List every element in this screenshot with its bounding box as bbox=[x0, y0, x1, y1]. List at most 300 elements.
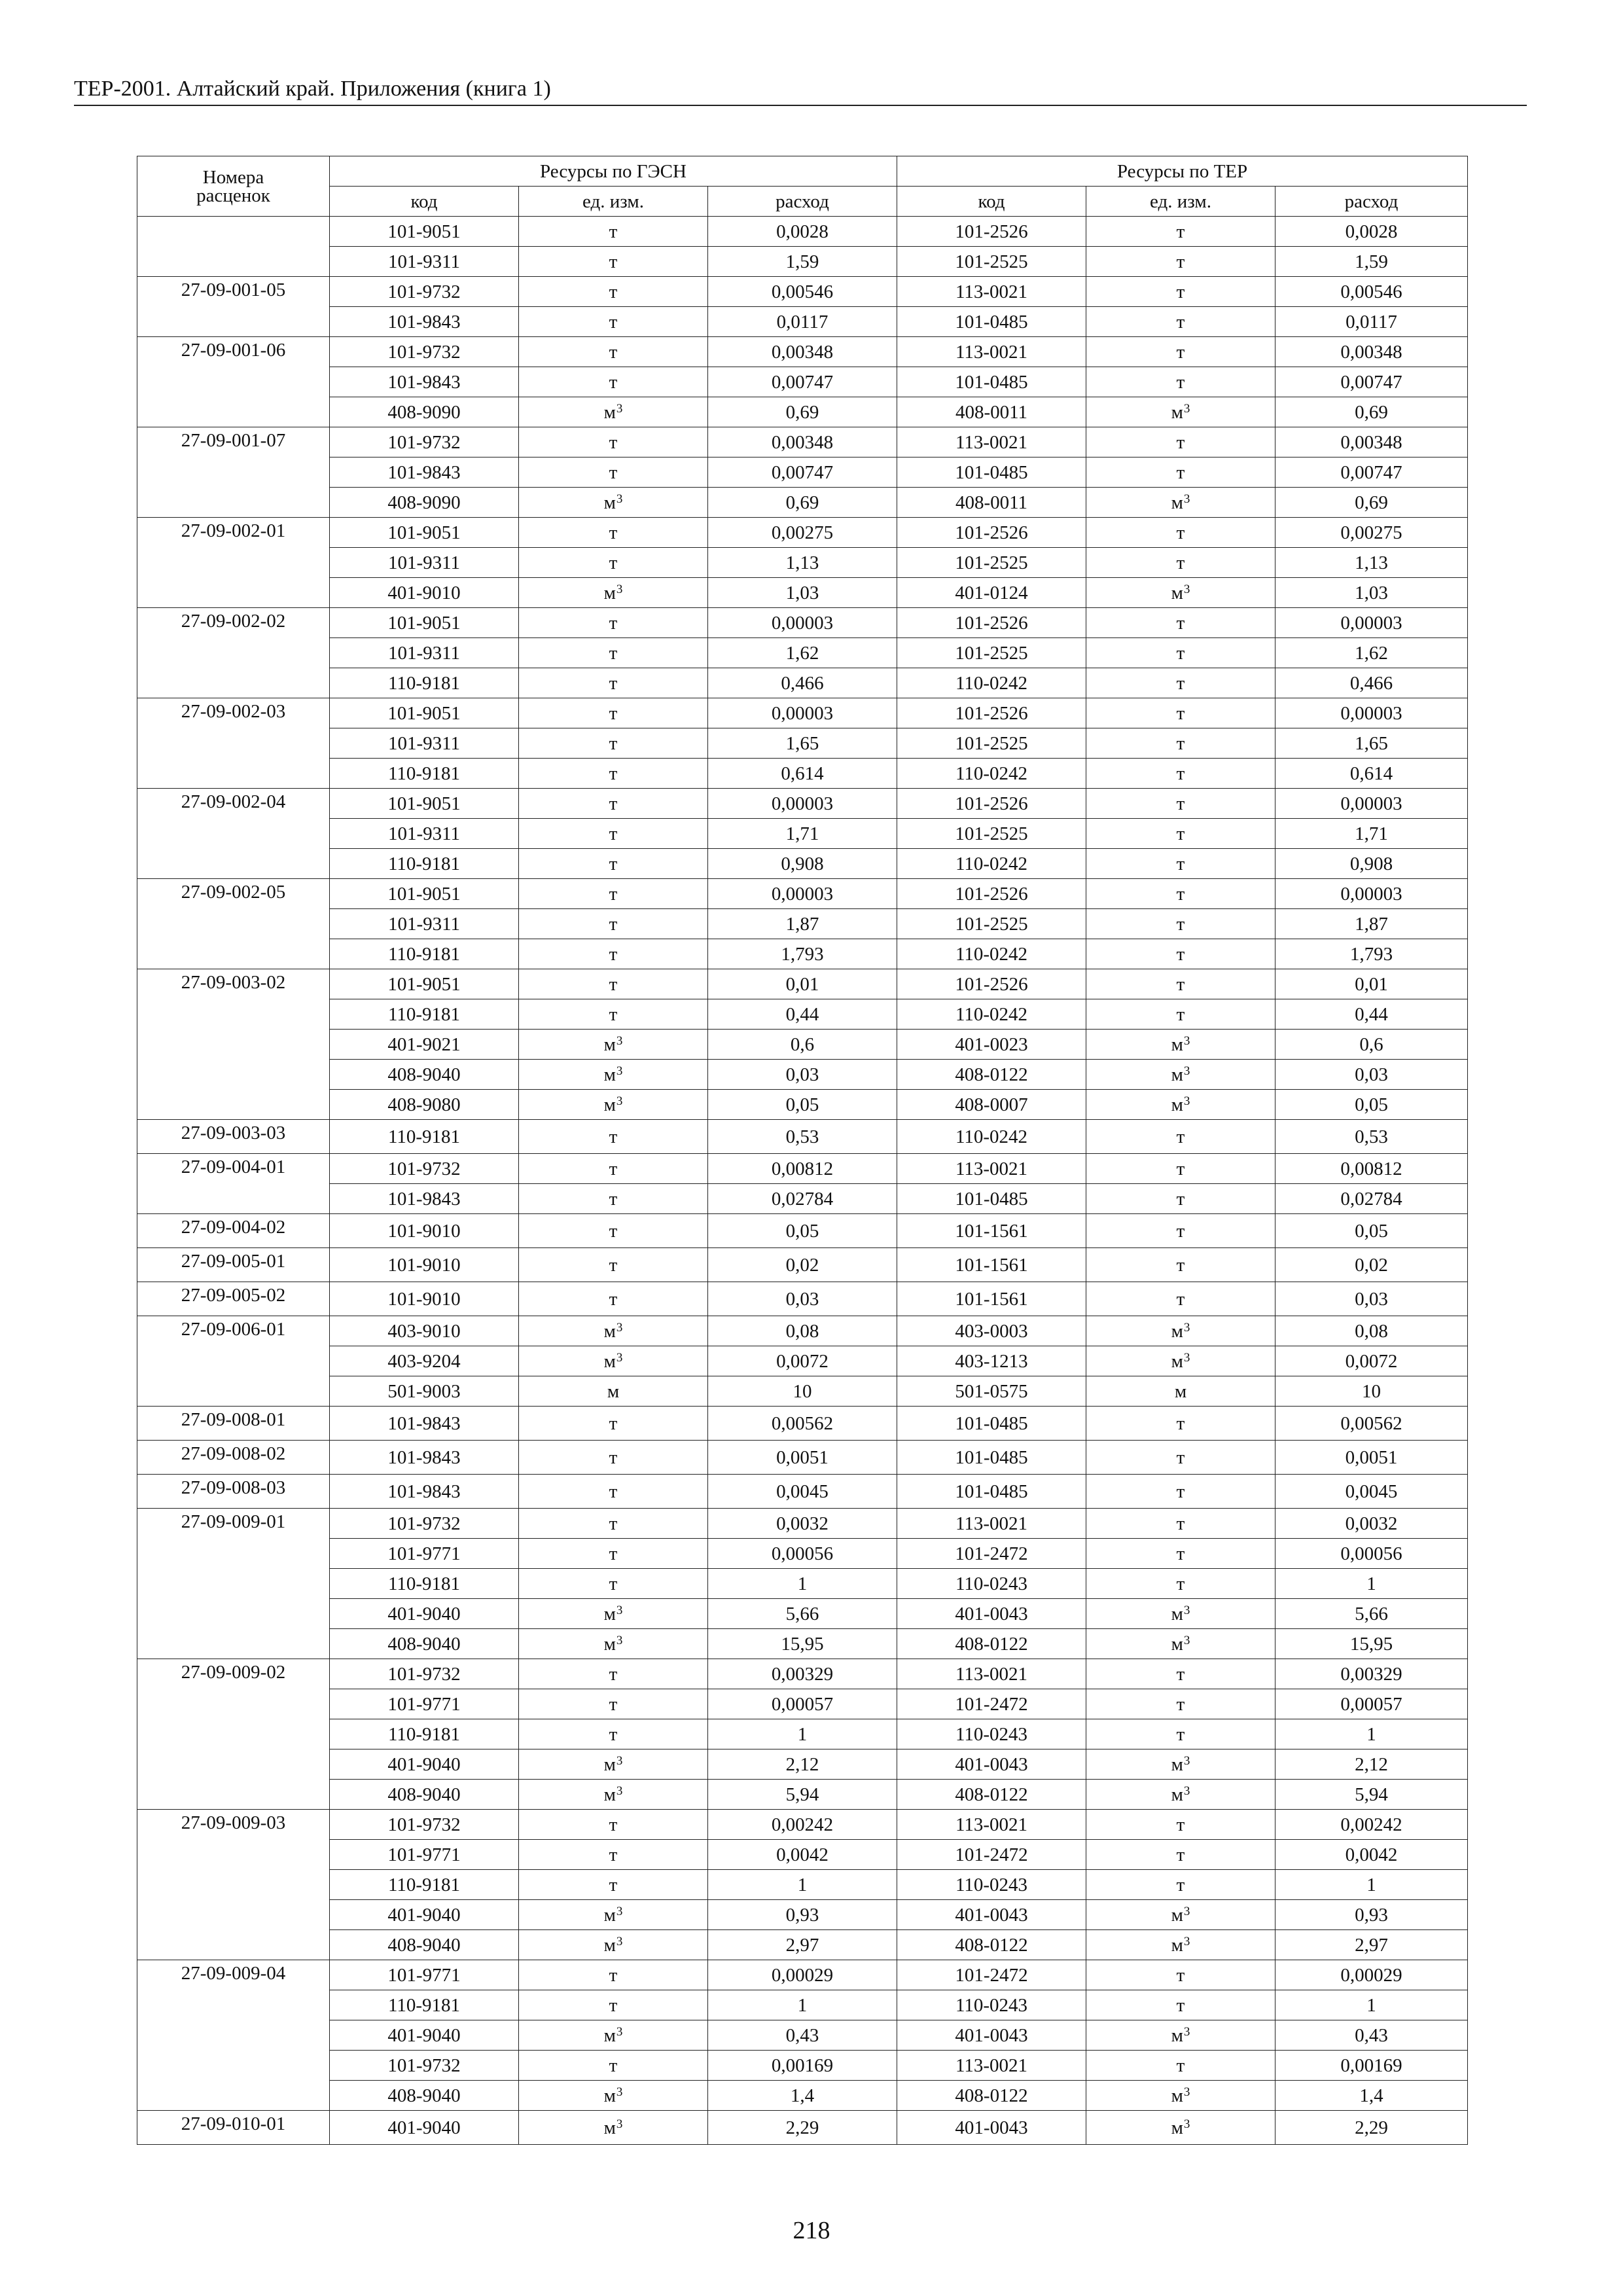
gesn-consumption-cell: 1,13 bbox=[708, 548, 897, 578]
gesn-unit-cell: т bbox=[519, 1840, 708, 1870]
ter-code-cell: 408-0122 bbox=[897, 1629, 1086, 1659]
unit-text: м bbox=[1171, 1784, 1183, 1805]
gesn-code-header: код bbox=[330, 187, 519, 217]
ter-code-cell: 113-0021 bbox=[897, 2051, 1086, 2081]
ter-unit-cell: т bbox=[1086, 1154, 1275, 1184]
gesn-unit-cell: т bbox=[519, 247, 708, 277]
ter-code-cell: 110-0243 bbox=[897, 1870, 1086, 1900]
ter-unit-cell: т bbox=[1086, 1689, 1275, 1719]
gesn-unit-cell bbox=[519, 397, 708, 427]
table-row bbox=[137, 277, 1468, 307]
ter-code-cell: 110-0243 bbox=[897, 1569, 1086, 1599]
gesn-code-cell: 110-9181 bbox=[330, 849, 519, 879]
ter-unit-cell: т bbox=[1086, 1248, 1275, 1282]
table-head bbox=[137, 156, 1468, 217]
ter-consumption-cell: 0,43 bbox=[1275, 2020, 1468, 2051]
gesn-consumption-cell: 0,00003 bbox=[708, 789, 897, 819]
gesn-code-cell: 110-9181 bbox=[330, 1990, 519, 2020]
gesn-unit-cell: т bbox=[519, 728, 708, 759]
gesn-code-cell: 408-9090 bbox=[330, 488, 519, 518]
ter-code-cell: 110-0242 bbox=[897, 849, 1086, 879]
gesn-code-cell: 101-9732 bbox=[330, 427, 519, 457]
table-row bbox=[137, 1090, 1468, 1120]
gesn-unit-cell: т bbox=[519, 1441, 708, 1475]
unit-exponent: 3 bbox=[616, 2024, 623, 2039]
unit-text: м bbox=[603, 1094, 616, 1115]
gesn-consumption-cell: 0,05 bbox=[708, 1090, 897, 1120]
unit-text: м bbox=[1171, 1350, 1183, 1372]
gesn-unit-cell: т bbox=[519, 277, 708, 307]
ter-unit-cell: т bbox=[1086, 1810, 1275, 1840]
rate-number-cell: 27-09-008-02 bbox=[137, 1441, 330, 1475]
unit-text: м bbox=[1171, 2117, 1183, 2138]
ter-unit-cell: т bbox=[1086, 1475, 1275, 1509]
gesn-consumption-cell: 0,00329 bbox=[708, 1659, 897, 1689]
table-row bbox=[137, 759, 1468, 789]
gesn-code-cell: 401-9040 bbox=[330, 2020, 519, 2051]
rate-number-cell: 27-09-002-04 bbox=[137, 789, 330, 879]
ter-code-cell: 113-0021 bbox=[897, 1810, 1086, 1840]
ter-unit-cell: т bbox=[1086, 1719, 1275, 1749]
ter-code-cell: 101-2526 bbox=[897, 608, 1086, 638]
ter-unit-cell: м bbox=[1086, 1376, 1275, 1407]
gesn-unit-cell: т bbox=[519, 1659, 708, 1689]
rate-number-cell: 27-09-001-05 bbox=[137, 277, 330, 337]
ter-consumption-cell: 0,00003 bbox=[1275, 608, 1468, 638]
rate-number-cell: 27-09-009-02 bbox=[137, 1659, 330, 1810]
gesn-code-cell: 101-9771 bbox=[330, 1689, 519, 1719]
gesn-unit-cell bbox=[519, 1780, 708, 1810]
unit-text: м bbox=[603, 1784, 616, 1805]
ter-consumption-cell: 0,00169 bbox=[1275, 2051, 1468, 2081]
gesn-unit-cell: т bbox=[519, 819, 708, 849]
ter-code-cell: 101-0485 bbox=[897, 1441, 1086, 1475]
gesn-consumption-cell: 0,08 bbox=[708, 1316, 897, 1346]
gesn-code-cell: 408-9040 bbox=[330, 2081, 519, 2111]
gesn-unit-cell bbox=[519, 1316, 708, 1346]
gesn-code-cell: 408-9040 bbox=[330, 1780, 519, 1810]
table-row bbox=[137, 1689, 1468, 1719]
ter-code-cell: 408-0011 bbox=[897, 397, 1086, 427]
resources-table bbox=[137, 156, 1468, 2145]
ter-consumption-cell: 0,02 bbox=[1275, 1248, 1468, 1282]
ter-unit-cell: т bbox=[1086, 1184, 1275, 1214]
ter-code-cell: 101-2526 bbox=[897, 879, 1086, 909]
ter-code-cell: 101-2525 bbox=[897, 909, 1086, 939]
ter-unit-cell bbox=[1086, 397, 1275, 427]
gesn-code-cell: 110-9181 bbox=[330, 939, 519, 969]
gesn-unit-cell: т bbox=[519, 939, 708, 969]
gesn-consumption-cell: 1,71 bbox=[708, 819, 897, 849]
ter-unit-header: ед. изм. bbox=[1086, 187, 1275, 217]
ter-unit-cell: т bbox=[1086, 217, 1275, 247]
unit-text: м bbox=[1171, 1934, 1183, 1956]
gesn-unit-cell: т bbox=[519, 1214, 708, 1248]
ter-unit-cell: т bbox=[1086, 277, 1275, 307]
gesn-unit-cell: т bbox=[519, 1282, 708, 1316]
gesn-unit-cell: т bbox=[519, 1810, 708, 1840]
ter-unit-cell bbox=[1086, 1316, 1275, 1346]
running-header bbox=[74, 73, 1527, 106]
gesn-code-cell: 101-9843 bbox=[330, 1475, 519, 1509]
unit-exponent: 3 bbox=[616, 1603, 623, 1617]
gesn-unit-cell: т bbox=[519, 307, 708, 337]
unit-exponent: 3 bbox=[1183, 1603, 1190, 1617]
gesn-consumption-cell: 1,03 bbox=[708, 578, 897, 608]
ter-unit-cell: т bbox=[1086, 1214, 1275, 1248]
table-row bbox=[137, 1719, 1468, 1749]
ter-consumption-cell: 0,00003 bbox=[1275, 789, 1468, 819]
gesn-consumption-cell: 0,53 bbox=[708, 1120, 897, 1154]
gesn-unit-cell: т bbox=[519, 1689, 708, 1719]
gesn-unit-cell bbox=[519, 1346, 708, 1376]
gesn-consumption-cell: 0,00057 bbox=[708, 1689, 897, 1719]
gesn-code-cell: 101-9732 bbox=[330, 1509, 519, 1539]
gesn-code-cell: 101-9051 bbox=[330, 518, 519, 548]
ter-unit-cell: т bbox=[1086, 849, 1275, 879]
ter-consumption-cell: 0,00747 bbox=[1275, 457, 1468, 488]
ter-code-header: код bbox=[897, 187, 1086, 217]
ter-unit-cell bbox=[1086, 1060, 1275, 1090]
ter-code-cell: 401-0043 bbox=[897, 1900, 1086, 1930]
gesn-code-cell: 101-9771 bbox=[330, 1539, 519, 1569]
gesn-consumption-cell: 0,69 bbox=[708, 488, 897, 518]
gesn-code-cell: 101-9843 bbox=[330, 1441, 519, 1475]
unit-text: м bbox=[603, 1603, 616, 1624]
table-row bbox=[137, 1840, 1468, 1870]
gesn-consumption-cell: 0,00275 bbox=[708, 518, 897, 548]
rate-number-cell: 27-09-005-01 bbox=[137, 1248, 330, 1282]
unit-text: м bbox=[1171, 1320, 1183, 1342]
rate-number-cell: 27-09-005-02 bbox=[137, 1282, 330, 1316]
gesn-unit-cell: т bbox=[519, 789, 708, 819]
ter-unit-cell: т bbox=[1086, 879, 1275, 909]
ter-code-cell: 501-0575 bbox=[897, 1376, 1086, 1407]
gesn-unit-cell: т bbox=[519, 427, 708, 457]
ter-code-cell: 101-0485 bbox=[897, 457, 1086, 488]
table-row bbox=[137, 1749, 1468, 1780]
gesn-consumption-cell: 0,02784 bbox=[708, 1184, 897, 1214]
gesn-unit-cell bbox=[519, 1629, 708, 1659]
ter-consumption-cell: 1 bbox=[1275, 1569, 1468, 1599]
table-row bbox=[137, 789, 1468, 819]
gesn-unit-cell: т bbox=[519, 1154, 708, 1184]
ter-consumption-cell: 0,00546 bbox=[1275, 277, 1468, 307]
ter-code-cell: 401-0043 bbox=[897, 2111, 1086, 2145]
ter-consumption-cell: 0,00003 bbox=[1275, 879, 1468, 909]
gesn-consumption-cell: 0,0051 bbox=[708, 1441, 897, 1475]
gesn-code-cell: 101-9732 bbox=[330, 1659, 519, 1689]
gesn-consumption-cell: 0,0045 bbox=[708, 1475, 897, 1509]
unit-text: м bbox=[603, 492, 616, 513]
gesn-code-cell: 110-9181 bbox=[330, 668, 519, 698]
table-row bbox=[137, 638, 1468, 668]
ter-unit-cell: т bbox=[1086, 819, 1275, 849]
table-row bbox=[137, 1407, 1468, 1441]
gesn-consumption-cell: 0,0072 bbox=[708, 1346, 897, 1376]
gesn-consumption-cell: 0,00747 bbox=[708, 457, 897, 488]
gesn-consumption-header: расход bbox=[708, 187, 897, 217]
unit-exponent: 3 bbox=[1183, 1784, 1190, 1798]
table-row bbox=[137, 578, 1468, 608]
unit-exponent: 3 bbox=[616, 1784, 623, 1798]
table-row bbox=[137, 2020, 1468, 2051]
ter-unit-cell: т bbox=[1086, 698, 1275, 728]
ter-unit-cell: т bbox=[1086, 307, 1275, 337]
unit-text: м bbox=[1171, 1094, 1183, 1115]
ter-unit-cell: т bbox=[1086, 1960, 1275, 1990]
table-row bbox=[137, 1184, 1468, 1214]
ter-code-cell: 401-0043 bbox=[897, 1749, 1086, 1780]
ter-unit-cell bbox=[1086, 2081, 1275, 2111]
table-row bbox=[137, 819, 1468, 849]
unit-text: м bbox=[603, 1350, 616, 1372]
unit-exponent: 3 bbox=[1183, 582, 1190, 596]
ter-consumption-cell: 0,0045 bbox=[1275, 1475, 1468, 1509]
ter-consumption-cell: 0,0042 bbox=[1275, 1840, 1468, 1870]
gesn-code-cell: 101-9732 bbox=[330, 337, 519, 367]
unit-exponent: 3 bbox=[616, 1320, 623, 1335]
ter-consumption-cell: 0,00275 bbox=[1275, 518, 1468, 548]
ter-consumption-cell: 0,02784 bbox=[1275, 1184, 1468, 1214]
gesn-code-cell: 401-9040 bbox=[330, 1900, 519, 1930]
gesn-unit-cell: т bbox=[519, 457, 708, 488]
ter-consumption-cell: 2,29 bbox=[1275, 2111, 1468, 2145]
gesn-code-cell: 101-9051 bbox=[330, 789, 519, 819]
table-row bbox=[137, 488, 1468, 518]
rate-number-cell: 27-09-003-02 bbox=[137, 969, 330, 1120]
ter-code-cell: 101-2526 bbox=[897, 789, 1086, 819]
table-row bbox=[137, 337, 1468, 367]
gesn-consumption-cell: 0,0028 bbox=[708, 217, 897, 247]
gesn-consumption-cell: 15,95 bbox=[708, 1629, 897, 1659]
gesn-code-cell: 110-9181 bbox=[330, 1120, 519, 1154]
gesn-consumption-cell: 0,0117 bbox=[708, 307, 897, 337]
gesn-consumption-cell: 0,01 bbox=[708, 969, 897, 999]
gesn-consumption-cell: 0,00056 bbox=[708, 1539, 897, 1569]
gesn-consumption-cell: 0,03 bbox=[708, 1060, 897, 1090]
gesn-consumption-cell: 1,65 bbox=[708, 728, 897, 759]
ter-consumption-cell: 1 bbox=[1275, 1719, 1468, 1749]
gesn-code-cell: 408-9040 bbox=[330, 1629, 519, 1659]
gesn-code-cell: 110-9181 bbox=[330, 759, 519, 789]
gesn-code-cell: 401-9021 bbox=[330, 1030, 519, 1060]
gesn-unit-cell: т bbox=[519, 518, 708, 548]
gesn-code-cell: 101-9771 bbox=[330, 1840, 519, 1870]
gesn-consumption-cell: 1,4 bbox=[708, 2081, 897, 2111]
ter-unit-cell bbox=[1086, 1599, 1275, 1629]
ter-unit-cell: т bbox=[1086, 759, 1275, 789]
ter-unit-cell: т bbox=[1086, 1569, 1275, 1599]
gesn-code-cell: 101-9051 bbox=[330, 608, 519, 638]
ter-unit-cell: т bbox=[1086, 1407, 1275, 1441]
gesn-code-cell: 408-9080 bbox=[330, 1090, 519, 1120]
gesn-code-cell: 401-9040 bbox=[330, 1599, 519, 1629]
ter-code-cell: 101-2526 bbox=[897, 518, 1086, 548]
ter-code-cell: 101-0485 bbox=[897, 307, 1086, 337]
unit-exponent: 3 bbox=[616, 1350, 623, 1365]
unit-exponent: 3 bbox=[1183, 2024, 1190, 2039]
unit-exponent: 3 bbox=[1183, 1633, 1190, 1647]
table-row bbox=[137, 1659, 1468, 1689]
gesn-unit-cell: т bbox=[519, 1509, 708, 1539]
unit-exponent: 3 bbox=[1183, 1320, 1190, 1335]
unit-text: м bbox=[1171, 1633, 1183, 1655]
ter-unit-cell: т bbox=[1086, 608, 1275, 638]
rate-number-cell: 27-09-009-03 bbox=[137, 1810, 330, 1960]
gesn-unit-cell: т bbox=[519, 759, 708, 789]
unit-exponent: 3 bbox=[616, 1094, 623, 1108]
table-row bbox=[137, 969, 1468, 999]
gesn-consumption-cell: 1 bbox=[708, 1870, 897, 1900]
ter-code-cell: 101-2525 bbox=[897, 728, 1086, 759]
ter-unit-cell: т bbox=[1086, 2051, 1275, 2081]
ter-unit-cell bbox=[1086, 2020, 1275, 2051]
ter-unit-cell: т bbox=[1086, 939, 1275, 969]
ter-unit-cell: т bbox=[1086, 909, 1275, 939]
ter-code-cell: 101-2526 bbox=[897, 698, 1086, 728]
ter-code-cell: 401-0023 bbox=[897, 1030, 1086, 1060]
ter-unit-cell bbox=[1086, 2111, 1275, 2145]
ter-consumption-cell: 0,69 bbox=[1275, 488, 1468, 518]
gesn-code-cell: 101-9051 bbox=[330, 698, 519, 728]
ter-code-cell: 401-0043 bbox=[897, 1599, 1086, 1629]
ter-unit-cell bbox=[1086, 1749, 1275, 1780]
gesn-consumption-cell: 0,00747 bbox=[708, 367, 897, 397]
unit-exponent: 3 bbox=[616, 1633, 623, 1647]
ter-code-cell: 101-2472 bbox=[897, 1689, 1086, 1719]
table-row bbox=[137, 1120, 1468, 1154]
document-title: ТЕР-2001. Алтайский край. Приложения (книга 1) bbox=[74, 77, 551, 101]
gesn-code-cell: 101-9051 bbox=[330, 879, 519, 909]
table-row bbox=[137, 1475, 1468, 1509]
rate-number-cell: 27-09-002-03 bbox=[137, 698, 330, 789]
table-row bbox=[137, 1780, 1468, 1810]
ter-unit-cell bbox=[1086, 1346, 1275, 1376]
table-row bbox=[137, 1539, 1468, 1569]
gesn-unit-cell: т bbox=[519, 1248, 708, 1282]
ter-consumption-header: расход bbox=[1275, 187, 1468, 217]
ter-consumption-cell: 1 bbox=[1275, 1870, 1468, 1900]
table-row bbox=[137, 1376, 1468, 1407]
table-row bbox=[137, 1441, 1468, 1475]
ter-code-cell: 408-0122 bbox=[897, 2081, 1086, 2111]
unit-exponent: 3 bbox=[616, 582, 623, 596]
unit-exponent: 3 bbox=[616, 1033, 623, 1048]
ter-consumption-cell: 0,69 bbox=[1275, 397, 1468, 427]
gesn-code-cell: 101-9051 bbox=[330, 217, 519, 247]
gesn-consumption-cell: 2,29 bbox=[708, 2111, 897, 2145]
unit-exponent: 3 bbox=[616, 1904, 623, 1918]
gesn-unit-cell: т bbox=[519, 1870, 708, 1900]
table-row bbox=[137, 849, 1468, 879]
ter-code-cell: 101-2472 bbox=[897, 1960, 1086, 1990]
unit-text: м bbox=[603, 2024, 616, 2046]
gesn-consumption-cell: 0,6 bbox=[708, 1030, 897, 1060]
ter-code-cell: 101-2525 bbox=[897, 247, 1086, 277]
gesn-code-cell: 408-9040 bbox=[330, 1930, 519, 1960]
gesn-consumption-cell: 1,87 bbox=[708, 909, 897, 939]
ter-unit-cell: т bbox=[1086, 548, 1275, 578]
ter-code-cell: 113-0021 bbox=[897, 337, 1086, 367]
unit-text: м bbox=[603, 2117, 616, 2138]
gesn-consumption-cell: 0,43 bbox=[708, 2020, 897, 2051]
table-row bbox=[137, 1810, 1468, 1840]
gesn-code-cell: 110-9181 bbox=[330, 1719, 519, 1749]
gesn-unit-cell bbox=[519, 1749, 708, 1780]
rate-number-cell: 27-09-002-01 bbox=[137, 518, 330, 608]
table-row bbox=[137, 247, 1468, 277]
ter-code-cell: 113-0021 bbox=[897, 1509, 1086, 1539]
ter-consumption-cell: 1,793 bbox=[1275, 939, 1468, 969]
gesn-unit-cell: т bbox=[519, 909, 708, 939]
table-row bbox=[137, 939, 1468, 969]
gesn-code-cell: 101-9010 bbox=[330, 1282, 519, 1316]
ter-unit-cell: т bbox=[1086, 367, 1275, 397]
table-row bbox=[137, 518, 1468, 548]
gesn-consumption-cell: 0,00242 bbox=[708, 1810, 897, 1840]
ter-consumption-cell: 0,03 bbox=[1275, 1282, 1468, 1316]
ter-unit-cell: т bbox=[1086, 999, 1275, 1030]
ter-code-cell: 113-0021 bbox=[897, 427, 1086, 457]
gesn-unit-cell bbox=[519, 2081, 708, 2111]
table-row bbox=[137, 307, 1468, 337]
table-row bbox=[137, 397, 1468, 427]
gesn-code-cell: 110-9181 bbox=[330, 1870, 519, 1900]
ter-consumption-cell: 10 bbox=[1275, 1376, 1468, 1407]
gesn-code-cell: 101-9311 bbox=[330, 909, 519, 939]
table-row bbox=[137, 1346, 1468, 1376]
unit-text: м bbox=[1171, 2024, 1183, 2046]
table-row bbox=[137, 1282, 1468, 1316]
unit-exponent: 3 bbox=[616, 401, 623, 416]
ter-consumption-cell: 0,00747 bbox=[1275, 367, 1468, 397]
ter-code-cell: 101-2526 bbox=[897, 969, 1086, 999]
gesn-code-cell: 101-9843 bbox=[330, 307, 519, 337]
ter-code-cell: 110-0242 bbox=[897, 1120, 1086, 1154]
gesn-consumption-cell: 1,793 bbox=[708, 939, 897, 969]
unit-exponent: 3 bbox=[616, 2085, 623, 2099]
gesn-consumption-cell: 1 bbox=[708, 1719, 897, 1749]
table-row bbox=[137, 1569, 1468, 1599]
ter-code-cell: 101-2525 bbox=[897, 638, 1086, 668]
rate-number-cell: 27-09-002-02 bbox=[137, 608, 330, 698]
gesn-unit-cell: т bbox=[519, 1120, 708, 1154]
ter-consumption-cell: 1,87 bbox=[1275, 909, 1468, 939]
gesn-code-cell: 403-9204 bbox=[330, 1346, 519, 1376]
ter-code-cell: 101-1561 bbox=[897, 1282, 1086, 1316]
ter-code-cell: 101-2525 bbox=[897, 819, 1086, 849]
ter-consumption-cell: 1,62 bbox=[1275, 638, 1468, 668]
ter-consumption-cell: 0,53 bbox=[1275, 1120, 1468, 1154]
unit-exponent: 3 bbox=[1183, 1904, 1190, 1918]
ter-unit-cell bbox=[1086, 488, 1275, 518]
ter-consumption-cell: 1,71 bbox=[1275, 819, 1468, 849]
gesn-unit-cell: т bbox=[519, 879, 708, 909]
table-row bbox=[137, 608, 1468, 638]
ter-unit-cell bbox=[1086, 1090, 1275, 1120]
gesn-code-cell: 401-9040 bbox=[330, 1749, 519, 1780]
gesn-unit-cell: т bbox=[519, 367, 708, 397]
ter-unit-cell: т bbox=[1086, 457, 1275, 488]
gesn-consumption-cell: 0,00003 bbox=[708, 608, 897, 638]
table-row bbox=[137, 1900, 1468, 1930]
gesn-resources-header: Ресурсы по ГЭСН bbox=[330, 156, 897, 187]
gesn-consumption-cell: 0,00812 bbox=[708, 1154, 897, 1184]
ter-unit-cell: т bbox=[1086, 638, 1275, 668]
gesn-unit-cell bbox=[519, 2111, 708, 2145]
gesn-code-cell: 101-9843 bbox=[330, 367, 519, 397]
